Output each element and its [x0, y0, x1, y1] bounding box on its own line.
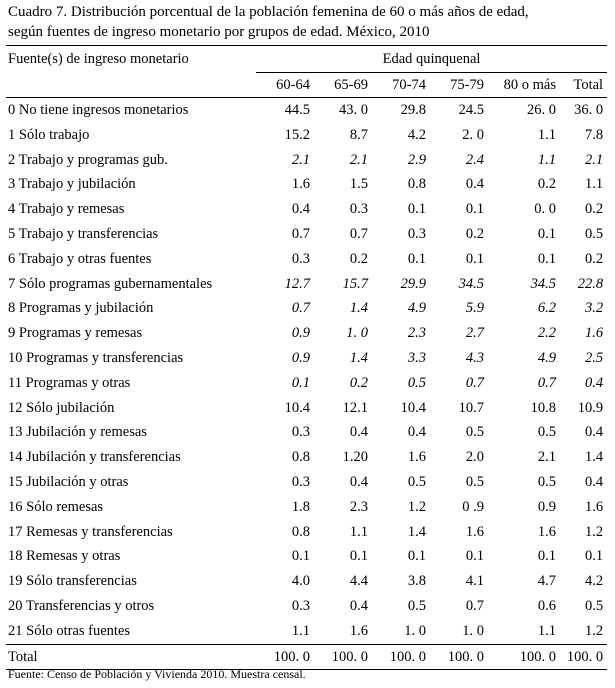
- table-cell: 0.3: [291, 424, 310, 441]
- table-cell: 3.8: [407, 573, 426, 590]
- table-cell: 0.7: [291, 300, 310, 317]
- table-cell: 1.1: [349, 523, 368, 540]
- table-cell: 0.8: [407, 176, 426, 193]
- table-cell: 5.9: [465, 300, 484, 317]
- table-cell: 0.8: [291, 449, 310, 466]
- table-cell: 0.4: [349, 424, 368, 441]
- column-header: 80 o más: [488, 73, 560, 98]
- table-row: [6, 544, 607, 569]
- table-cell: 0.1: [465, 201, 484, 218]
- table-cell: 0.2: [349, 374, 368, 391]
- row-label: 7 Sólo programas gubernamentales: [8, 275, 213, 292]
- table-cell: 0.1: [407, 250, 426, 267]
- table-cell: 0.4: [349, 597, 368, 614]
- table-cell: 15.7: [342, 275, 368, 292]
- table-row: [6, 371, 607, 396]
- table-cell: 1.4: [407, 523, 426, 540]
- table-cell: 1.1: [584, 176, 604, 193]
- column-header: 70-74: [372, 73, 430, 98]
- table-cell: 0.1: [537, 548, 556, 565]
- table-cell: 3.3: [407, 349, 426, 366]
- row-label: 12 Sólo jubilación: [8, 399, 115, 416]
- title-line-1: Cuadro 7. Distribución porcentual de la población femenina de 60 o más años de edad,: [8, 4, 529, 20]
- row-label: 2 Trabajo y programas gub.: [8, 151, 168, 168]
- table-cell: 6.2: [537, 300, 556, 317]
- table-cell: 2.1: [537, 449, 556, 466]
- table-cell: 44.5: [284, 102, 310, 118]
- table-cell: 1.6: [291, 176, 310, 193]
- table-cell: 0.4: [291, 201, 310, 218]
- row-label: 14 Jubilación y transferencias: [8, 449, 181, 466]
- column-header: 60-64: [256, 73, 314, 98]
- table-cell: 0.4: [465, 176, 484, 193]
- table-cell: 0.7: [291, 225, 310, 242]
- table-cell: 100. 0: [372, 644, 430, 670]
- table-cell: 0.3: [291, 473, 310, 490]
- table-cell: 22.8: [577, 275, 604, 292]
- table-cell: 1.2: [584, 622, 604, 639]
- table-cell: 0.9: [291, 349, 310, 366]
- table-cell: 100. 0: [314, 644, 372, 670]
- column-header: 75-79: [430, 73, 488, 98]
- row-label: 17 Remesas y transferencias: [8, 523, 173, 540]
- table-cell: 29.8: [400, 102, 426, 118]
- table-cell: 0.1: [407, 201, 426, 218]
- table-row: [6, 346, 607, 371]
- table-cell: 12.1: [342, 399, 368, 416]
- table-cell: 2.1: [291, 151, 310, 168]
- table-row: [6, 172, 607, 197]
- table-row: [6, 396, 607, 421]
- table-cell: 0.5: [407, 473, 426, 490]
- table-cell: 4.2: [407, 126, 426, 143]
- age-group-header: Edad quinquenal: [256, 46, 607, 73]
- row-label: 0 No tiene ingresos monetarios: [8, 102, 189, 118]
- table-cell: 0.8: [291, 523, 310, 540]
- table-cell: 2.3: [349, 498, 368, 515]
- header-row-2: [6, 73, 607, 98]
- column-header: 65-69: [314, 73, 372, 98]
- row-label: 13 Jubilación y remesas: [8, 424, 147, 441]
- table-cell: 0.9: [291, 325, 310, 342]
- source-column-header: Fuente(s) de ingreso monetario: [8, 51, 189, 68]
- table-cell: 0.2: [465, 225, 484, 242]
- table-cell: 4.7: [537, 573, 556, 590]
- row-label: Total: [6, 644, 256, 670]
- table-row: [6, 272, 607, 297]
- header-row-1: [6, 46, 607, 73]
- table-cell: 0.4: [584, 424, 604, 441]
- table-cell: 0. 0: [534, 201, 556, 218]
- table-cell: 0.4: [349, 473, 368, 490]
- table-cell: 0.2: [584, 250, 604, 267]
- table-row: [6, 420, 607, 445]
- table-cell: 4.0: [291, 573, 310, 590]
- table-cell: 0.7: [349, 225, 368, 242]
- table-cell: 1.6: [465, 523, 484, 540]
- table-cell: 0.9: [537, 498, 556, 515]
- table-cell: 1.5: [349, 176, 368, 193]
- table-cell: 0.4: [584, 374, 604, 391]
- row-label: 19 Sólo transferencias: [8, 573, 137, 590]
- table-cell: 1.2: [584, 523, 604, 540]
- table-cell: 4.2: [584, 573, 604, 590]
- row-label: 10 Programas y transferencias: [8, 349, 184, 366]
- table-cell: 10.7: [458, 399, 484, 416]
- row-label: 15 Jubilación y otras: [8, 473, 129, 490]
- table-cell: 34.5: [530, 275, 556, 292]
- table-cell: 4.4: [349, 573, 368, 590]
- table-cell: 0.2: [584, 201, 604, 218]
- row-label: 4 Trabajo y remesas: [8, 201, 125, 218]
- table-cell: 0.4: [407, 424, 426, 441]
- table-cell: 0.7: [465, 374, 484, 391]
- table-cell: 10.8: [530, 399, 556, 416]
- table-cell: 1.1: [291, 622, 310, 639]
- table-cell: 1.8: [291, 498, 310, 515]
- row-label: 18 Remesas y otras: [8, 548, 121, 565]
- table-cell: 0.5: [537, 424, 556, 441]
- table-cell: 2.7: [465, 325, 484, 342]
- table-cell: 0.1: [291, 548, 310, 565]
- row-label: 11 Programas y otras: [8, 374, 131, 391]
- table-cell: 0.5: [537, 473, 556, 490]
- table-row: [6, 247, 607, 272]
- row-label: 5 Trabajo y transferencias: [8, 225, 159, 242]
- table-title: [8, 2, 608, 42]
- table-cell: 0.6: [537, 597, 556, 614]
- row-label: 3 Trabajo y jubilación: [8, 176, 136, 193]
- table-cell: 29.9: [400, 275, 426, 292]
- table-cell: 10.4: [284, 399, 310, 416]
- table-cell: 3.2: [584, 300, 604, 317]
- table-cell: 0.5: [465, 473, 484, 490]
- table-cell: 1.1: [537, 126, 556, 143]
- table-cell: 1.6: [537, 523, 556, 540]
- table-cell: 0.5: [584, 225, 604, 242]
- table-cell: 1.6: [584, 498, 604, 515]
- table-cell: 0.3: [407, 225, 426, 242]
- table-cell: 100. 0: [430, 644, 488, 670]
- table-cell: 1.20: [342, 449, 368, 466]
- table-row: [6, 520, 607, 545]
- table-cell: 0.2: [537, 176, 556, 193]
- table-cell: 1.6: [407, 449, 426, 466]
- source-note: Fuente: Censo de Población y Vivienda 2010. Muestra censal.: [8, 667, 306, 681]
- table-row: [6, 321, 607, 346]
- table-row: [6, 222, 607, 247]
- row-label: 20 Transferencias y otros: [8, 597, 155, 614]
- table-cell: 4.1: [465, 573, 484, 590]
- table-cell: 1.4: [349, 349, 368, 366]
- table-cell: 0.7: [537, 374, 556, 391]
- table-cell: 4.9: [407, 300, 426, 317]
- row-label: 21 Sólo otras fuentes: [8, 622, 131, 639]
- table-cell: 0.5: [407, 597, 426, 614]
- table-row: [6, 98, 607, 123]
- row-label: 1 Sólo trabajo: [8, 126, 90, 143]
- table-cell: 0 .9: [462, 498, 484, 515]
- table-cell: 1. 0: [346, 325, 368, 342]
- table-cell: 1.6: [349, 622, 368, 639]
- table-cell: 0.1: [465, 250, 484, 267]
- column-header: Total: [560, 73, 607, 98]
- table-cell: 1.6: [584, 325, 604, 342]
- data-table: [6, 46, 607, 670]
- table-row: [6, 148, 607, 173]
- table-cell: 0.5: [407, 374, 426, 391]
- table-cell: 43. 0: [339, 102, 368, 118]
- table-row: [6, 569, 607, 594]
- table-cell: 0.5: [465, 424, 484, 441]
- table-cell: 1.4: [584, 449, 604, 466]
- row-label: 9 Programas y remesas: [8, 325, 143, 342]
- table-cell: 2.2: [537, 325, 556, 342]
- table-cell: 100. 0: [488, 644, 560, 670]
- table-cell: 1.1: [537, 151, 556, 168]
- table-cell: 2.3: [407, 325, 426, 342]
- table-cell: 0.3: [349, 201, 368, 218]
- table-cell: 100. 0: [256, 644, 314, 670]
- table-cell: 0.1: [407, 548, 426, 565]
- table-row: [6, 123, 607, 148]
- table-cell: 24.5: [458, 102, 484, 118]
- table-cell: 10.9: [577, 399, 604, 416]
- table-cell: 0.1: [465, 548, 484, 565]
- row-label: 16 Sólo remesas: [8, 498, 104, 515]
- table-row: [6, 594, 607, 619]
- table-cell: 0.1: [584, 548, 604, 565]
- table-cell: 2. 0: [462, 126, 484, 143]
- table-cell: 1.4: [349, 300, 368, 317]
- table-cell: 2.4: [465, 151, 484, 168]
- table-row: [6, 619, 607, 644]
- table-cell: 0.7: [465, 597, 484, 614]
- table-cell: 2.9: [407, 151, 426, 168]
- table-cell: 15.2: [284, 126, 310, 143]
- table-cell: 8.7: [349, 126, 368, 143]
- table-cell: 100. 0: [560, 644, 607, 670]
- table-cell: 0.1: [349, 548, 368, 565]
- table-cell: 0.1: [537, 250, 556, 267]
- table-cell: 2.1: [584, 151, 604, 168]
- table-cell: 7.8: [584, 126, 604, 143]
- table-row: [6, 197, 607, 222]
- table-cell: 0.5: [584, 597, 604, 614]
- table-cell: 0.3: [291, 250, 310, 267]
- table-cell: 0.1: [291, 374, 310, 391]
- row-label: 6 Trabajo y otras fuentes: [8, 250, 152, 267]
- table-cell: 1. 0: [462, 622, 484, 639]
- table-cell: 12.7: [284, 275, 310, 292]
- table-cell: 2.1: [349, 151, 368, 168]
- title-line-2: según fuentes de ingreso monetario por grupos de edad. México, 2010: [8, 24, 430, 40]
- table-cell: 0.4: [584, 473, 604, 490]
- table-cell: 2.5: [584, 349, 604, 366]
- table-cell: 36. 0: [574, 102, 604, 118]
- table-cell: 4.9: [537, 349, 556, 366]
- table-cell: 0.1: [537, 225, 556, 242]
- table-row: [6, 296, 607, 321]
- header-blank: [6, 73, 256, 98]
- table-cell: 1.2: [407, 498, 426, 515]
- table-cell: 10.4: [400, 399, 426, 416]
- table-cell: 2.0: [465, 449, 484, 466]
- table-cell: 4.3: [465, 349, 484, 366]
- table-row: [6, 445, 607, 470]
- table-cell: 0.2: [349, 250, 368, 267]
- row-label: 8 Programas y jubilación: [8, 300, 154, 317]
- table-cell: 1. 0: [404, 622, 426, 639]
- table-row: [6, 470, 607, 495]
- table-cell: 26. 0: [527, 102, 556, 118]
- table-cell: 0.3: [291, 597, 310, 614]
- table-cell: 1.1: [537, 622, 556, 639]
- table-row: [6, 495, 607, 520]
- table-cell: 34.5: [458, 275, 484, 292]
